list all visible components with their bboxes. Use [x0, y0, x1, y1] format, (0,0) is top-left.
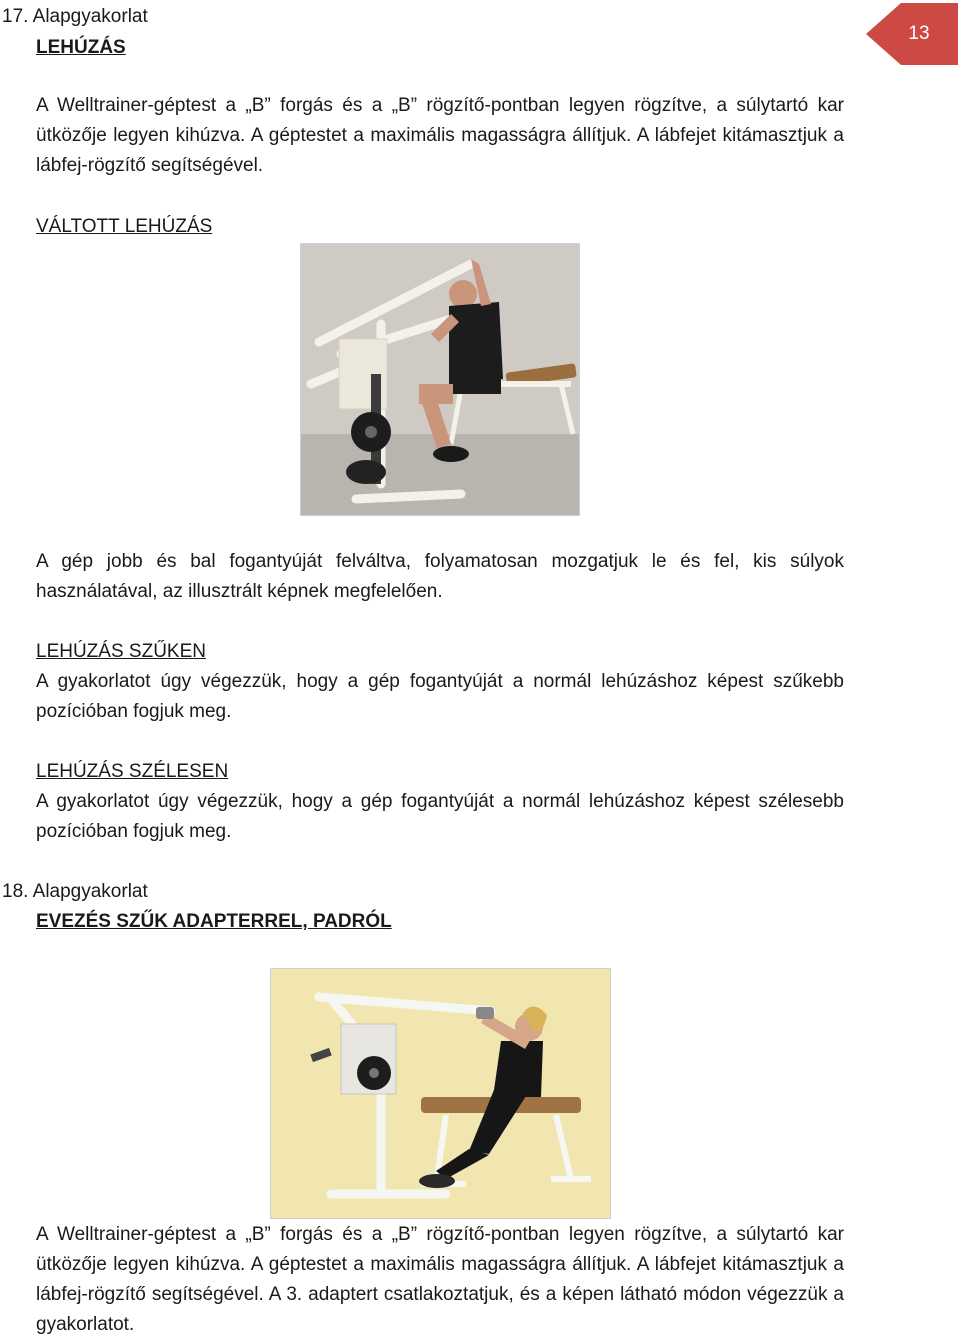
- variant-description: A gyakorlatot úgy végezzük, hogy a gép fogantyúját a normál lehúzáshoz képest szélesebb pozícióban fogjuk meg.: [36, 791, 844, 842]
- exercise-title: EVEZÉS SZŰK ADAPTERREL, PADRÓL: [36, 911, 392, 932]
- exercise-title: LEHÚZÁS: [36, 37, 126, 58]
- exercise-intro-paragraph: A Welltrainer-géptest a „B” forgás és a „B” rögzítő-pontban legyen rögzítve, a súlytartó kar ütközője legyen kihúzva. A géptestet a maximális magasságra állítjuk. A lábfejet kitámasztjuk a lábfej-rögzítő segítségével.: [36, 95, 844, 176]
- exercise-label: 18. Alapgyakorlat: [2, 881, 148, 902]
- variant-description: A gyakorlatot úgy végezzük, hogy a gép fogantyúját a normál lehúzáshoz képest szűkebb pozícióban fogjuk meg.: [36, 671, 844, 722]
- variant-title: LEHÚZÁS SZÉLESEN: [36, 761, 229, 782]
- page-number: 13: [908, 23, 930, 44]
- variant-title: VÁLTOTT LEHÚZÁS: [36, 216, 213, 237]
- lat-pulldown-photo: [300, 243, 580, 516]
- variant-title: LEHÚZÁS SZŰKEN: [36, 641, 206, 662]
- rowing-photo: [270, 968, 611, 1219]
- exercise-description: A Welltrainer-géptest a „B” forgás és a „B” rögzítő-pontban legyen rögzítve, a súlytartó kar ütközője legyen kihúzva. A géptestet a maximális magasságra állítjuk. A lábfejet kitámasztjuk a lábfej-rögzítő segítségével. A 3. adaptert csatlakoztatjuk, és a képen látható módon végezzük a gyakorlatot.: [36, 1224, 844, 1335]
- variant-description: A gép jobb és bal fogantyúját felváltva, folyamatosan mozgatjuk le és fel, kis súlyok használatával, az illusztrált képnek megfelelően.: [36, 551, 844, 602]
- exercise-label: 17. Alapgyakorlat: [2, 6, 148, 27]
